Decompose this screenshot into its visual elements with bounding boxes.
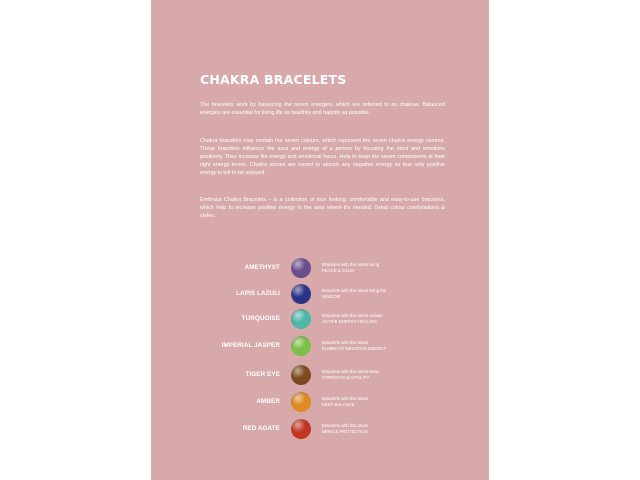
stone-description-line: Bracelets with this stone radiate — [322, 313, 383, 318]
stone-benefit: BRINGS PROTECTION — [322, 429, 368, 434]
stone-benefit: KEEP BALANCE — [322, 402, 355, 407]
stone-benefit: WISDOM — [322, 294, 341, 299]
stone-row — [151, 283, 489, 305]
stone-name: AMBER — [256, 398, 280, 405]
stone-benefit: ELIMINATE NEGATIVE ENERGY — [322, 346, 387, 351]
stone-name: TIGER EYE — [245, 371, 280, 378]
stone-description — [322, 262, 379, 274]
stone-name: LAPIS LAZULI — [236, 290, 280, 297]
stone-name: AMETHYST — [244, 264, 280, 271]
stone-bead-image — [291, 392, 311, 412]
paragraph-embrace: Embrace Chakra Bracelets – is a collection of nice looking, comfortable and easy-to-use bracelets, which help to increase positive energy in the area where it's needed. Great colour combinations & styles. — [200, 197, 445, 219]
page-title: CHAKRA BRACELETS — [200, 72, 347, 87]
stone-bead-image — [291, 258, 311, 278]
stone-row — [151, 308, 489, 330]
stone-bead-image — [291, 336, 311, 356]
stone-description — [322, 288, 386, 300]
stone-bead-image — [291, 284, 311, 304]
stone-description-line: Bracelets with this stone bring the — [322, 288, 387, 293]
stone-description — [322, 369, 379, 381]
stone-row — [151, 335, 489, 357]
stone-description-line: Bracelets with this stone — [322, 340, 369, 345]
stone-name: TURQUOISE — [241, 315, 280, 322]
stone-row — [151, 391, 489, 413]
paragraph-intro: The bracelets work by balancing the seven energies, which are referred to as chakras. Balanced energies are essential for living life as healthily and happily as possible. — [200, 102, 445, 116]
stone-description — [322, 396, 368, 408]
stone-description-line: Bracelets with this stone — [322, 396, 369, 401]
stone-description-line: Bracelets with this stone bring — [322, 262, 380, 267]
stone-name: RED AGATE — [242, 425, 280, 432]
stone-row — [151, 418, 489, 440]
stone-description — [322, 340, 386, 352]
stone-description-line: Bracelets with this stone — [322, 423, 369, 428]
stone-row — [151, 257, 489, 279]
paragraph-colours: Chakra bracelets may contain the seven colours, which represent the seven chakra energy centres. These bracelets influence the aura and energy of a person by focusing the mind and emotions positively. They increase life energy and emotional focus. Help to keep the seven components at their right energy levels. Chakra stones are meant to absorb any negative energy so that only positive energy is left to be enjoyed. — [200, 138, 445, 176]
stone-benefit: STRENGTH & VITALITY — [322, 375, 370, 380]
document-page — [151, 0, 489, 480]
stone-row — [151, 364, 489, 386]
stone-bead-image — [291, 365, 311, 385]
stone-bead-image — [291, 419, 311, 439]
stone-description — [322, 423, 368, 435]
stone-benefit: ACTIVE ENERGY HEALING — [322, 319, 377, 324]
stone-description-line: Bracelets with this stone keep — [322, 369, 379, 374]
stone-description — [322, 313, 383, 325]
stone-bead-image — [291, 309, 311, 329]
stone-name: IMPERIAL JASPER — [221, 342, 280, 349]
stone-benefit: PEACE & CALM — [322, 268, 354, 273]
